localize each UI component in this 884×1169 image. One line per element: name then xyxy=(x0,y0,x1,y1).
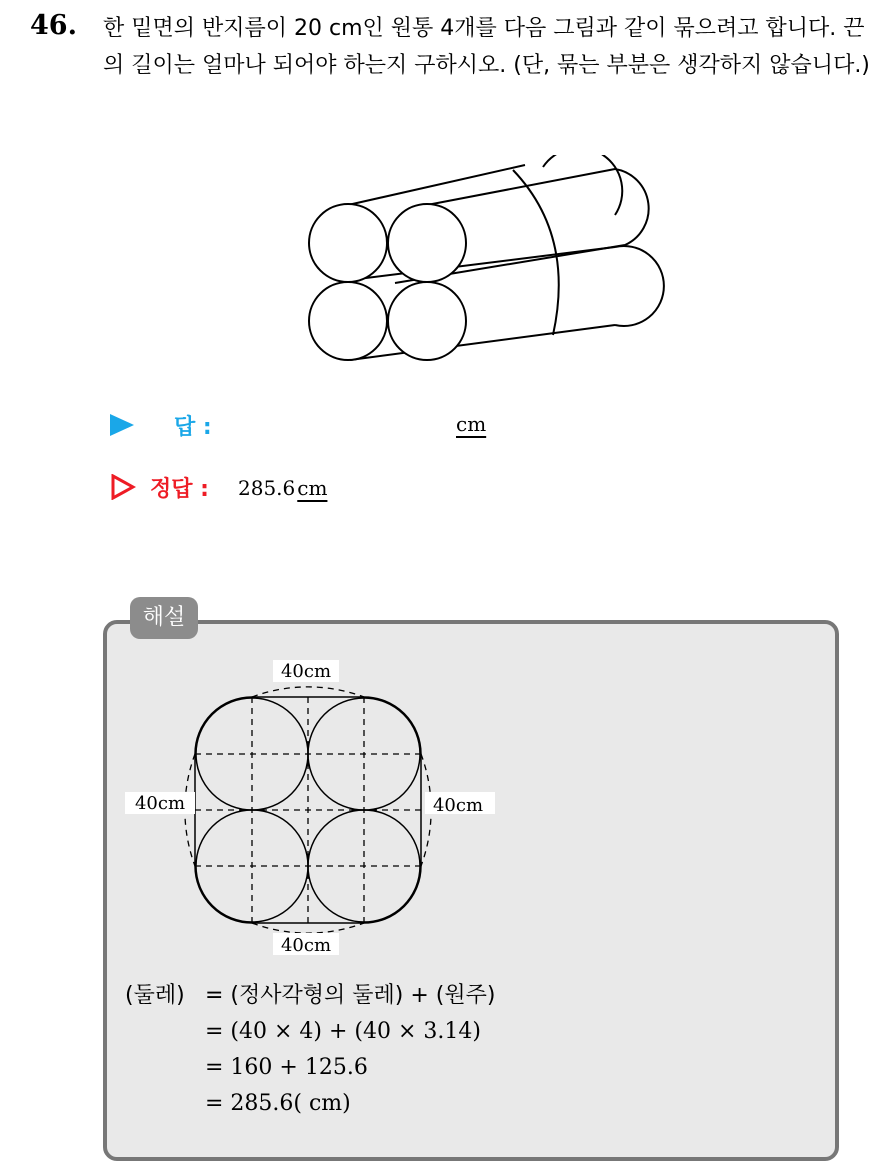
correct-label: 정답 : xyxy=(150,477,209,502)
equation-lhs xyxy=(125,978,185,1014)
dim-top: 40cm xyxy=(280,661,332,682)
answer-label: 답 : xyxy=(174,415,212,440)
correct-answer-row xyxy=(110,470,510,510)
answer-row xyxy=(110,408,530,442)
equation-line-3 xyxy=(205,1050,368,1086)
correct-value-wrap xyxy=(238,476,327,500)
play-icon xyxy=(110,414,134,436)
equation-line-1 xyxy=(205,978,495,1014)
equation-line-4 xyxy=(205,1086,351,1122)
solution-diagram xyxy=(125,655,505,955)
dim-right: 40cm xyxy=(432,795,484,816)
equation-line-2 xyxy=(205,1014,481,1050)
outline-triangle-icon xyxy=(110,474,136,500)
equation-line-2-text: = (40 × 4) + (40 × 3.14) xyxy=(205,1019,481,1044)
answer-unit: cm xyxy=(456,412,487,436)
equation-line-3-text: = 160 + 125.6 xyxy=(205,1055,368,1080)
correct-value: 285.6 xyxy=(238,476,296,500)
dim-bottom: 40cm xyxy=(280,935,332,955)
correct-unit: cm xyxy=(297,476,328,500)
cylinders-figure xyxy=(295,155,665,370)
equation-line-4-text: = 285.6( cm) xyxy=(205,1091,351,1116)
equation-lhs-text: (둘레) xyxy=(125,983,185,1008)
question-number: 46. xyxy=(30,10,77,41)
question-text: 한 밑면의 반지름이 20 cm인 원통 4개를 다음 그림과 같이 묶으려고 합니다. 끈의 길이는 얼마나 되어야 하는지 구하시오. (단, 묶는 부분은 생각하지 않습니다.) xyxy=(103,16,870,78)
dim-left: 40cm xyxy=(134,793,186,814)
solution-tab: 해설 xyxy=(130,597,198,639)
equation-line-1-text: = (정사각형의 둘레) + (원주) xyxy=(205,983,496,1008)
